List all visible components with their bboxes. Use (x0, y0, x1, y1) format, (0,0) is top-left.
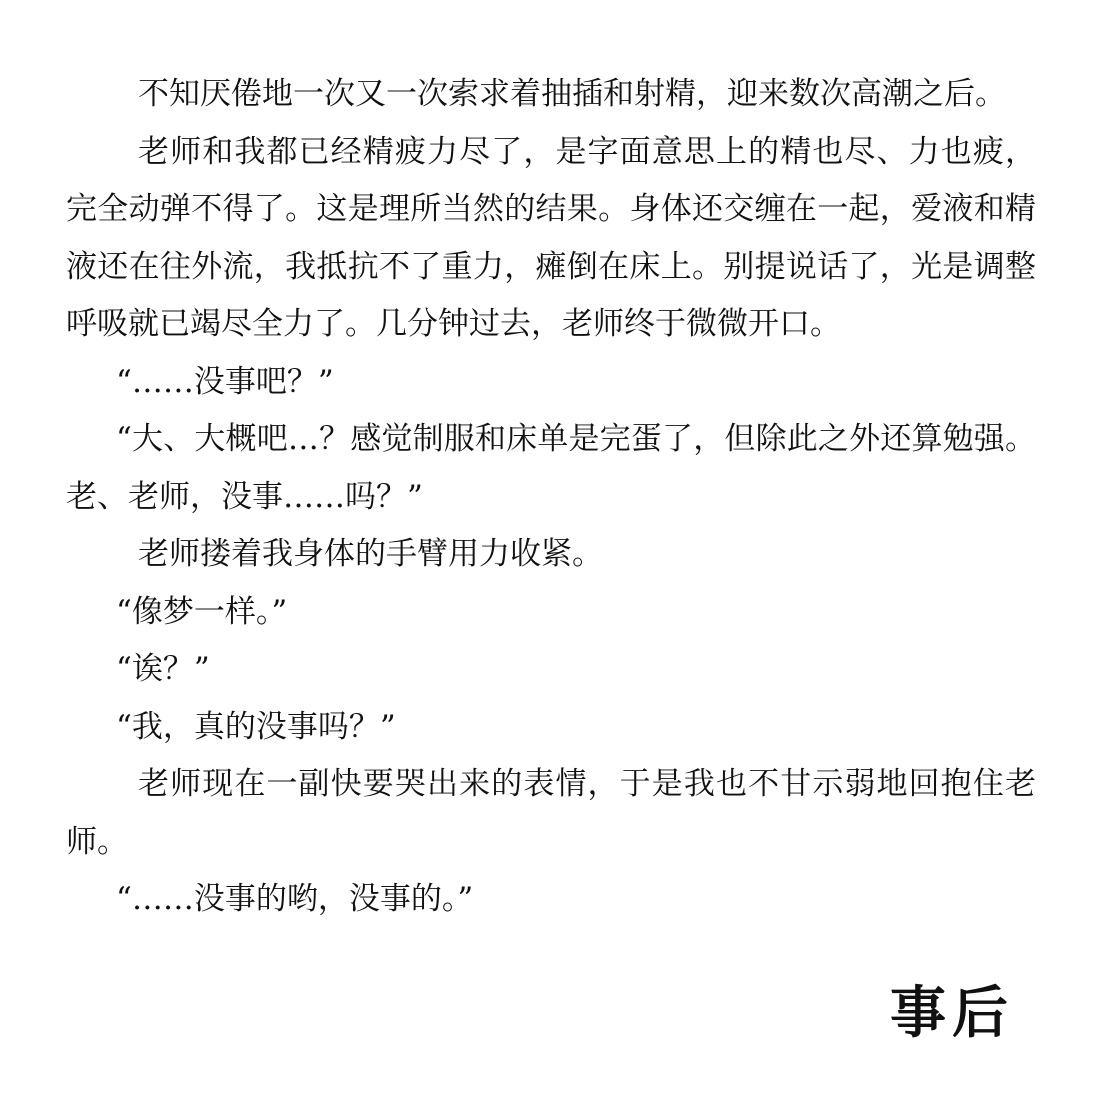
paragraph: 不知厌倦地一次又一次索求着抽插和射精，迎来数次高潮之后。 (138, 76, 1006, 112)
document-body (66, 66, 1036, 929)
dialogue-line: “像梦一样。” (116, 593, 288, 630)
paragraph: 老师搂着我身体的手臂用力收紧。 (138, 536, 603, 572)
dialogue-line: “大、大概吧…？感觉制服和床单是完蛋了，但除此之外还算勉强。老、老师，没事……吗？” (66, 421, 1036, 515)
paragraph: 老师现在一副快要哭出来的表情，于是我也不甘示弱地回抱住老师。 (66, 766, 1036, 860)
section-title: 事后 (890, 980, 1014, 1046)
dialogue-line: “……没事的哟，没事的。” (116, 881, 474, 917)
paragraph: 老师和我都已经精疲力尽了，是字面意思上的精也尽、力也疲，完全动弹不得了。这是理所当然的结果。身体还交缠在一起，爱液和精液还在往外流，我抵抗不了重力，瘫倒在床上。别提说话了，光是调整呼吸就已竭尽全力了。几分钟过去，老师终于微微开口。 (66, 133, 1036, 342)
dialogue-line: “……没事吧？” (116, 363, 334, 400)
dialogue-line: “诶？” (116, 651, 210, 687)
dialogue-line: “我，真的没事吗？” (116, 708, 396, 745)
